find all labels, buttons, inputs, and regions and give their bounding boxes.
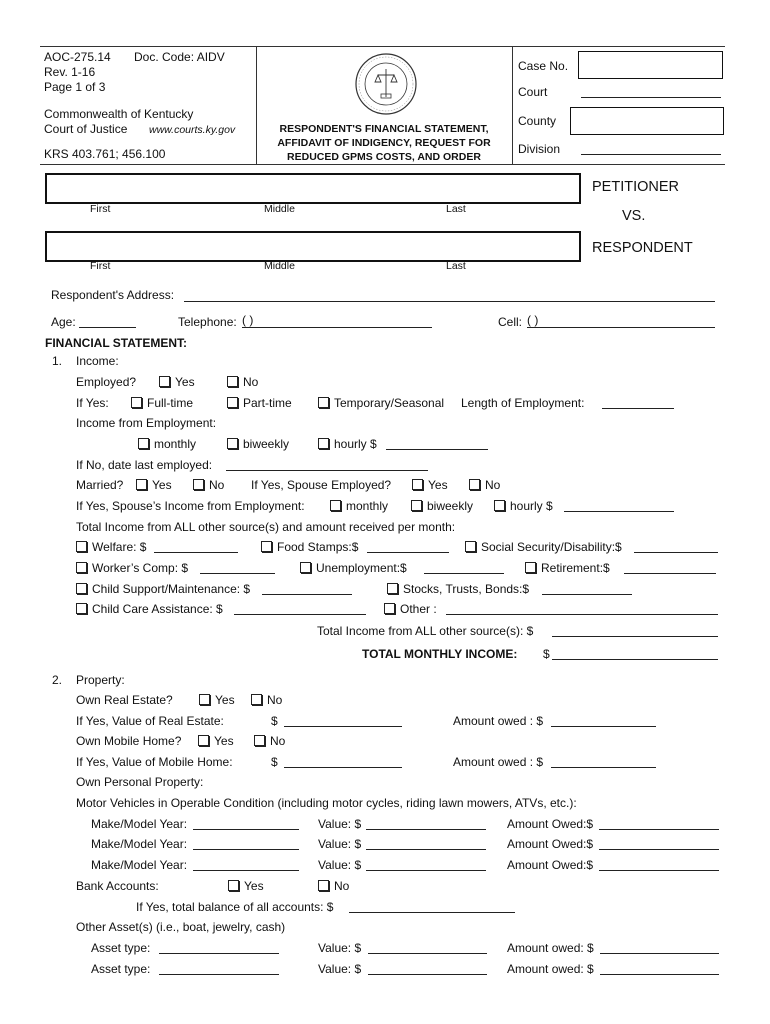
bank-accounts-label: Bank Accounts:: [76, 879, 159, 893]
form-number: AOC-275.14: [44, 50, 111, 64]
real-estate-no-option[interactable]: [251, 693, 282, 707]
spouse-employed-question: If Yes, Spouse Employed?: [251, 478, 392, 492]
court-of-justice: Court of Justice: [44, 122, 128, 136]
spouse-employed-no-text: No: [485, 478, 501, 492]
doc-code: Doc. Code: AIDV: [134, 50, 225, 64]
asset-1-value-label: Value: $: [318, 941, 362, 955]
county-field[interactable]: [570, 107, 724, 135]
title-line-2: AFFIDAVIT OF INDIGENCY, REQUEST FOR: [277, 137, 491, 149]
child-support-field[interactable]: [262, 594, 352, 595]
employment-income-field[interactable]: [386, 449, 488, 450]
real-estate-yes-checkbox[interactable]: [199, 694, 210, 705]
part-time-checkbox[interactable]: [227, 397, 238, 408]
married-yes-text: Yes: [152, 478, 172, 492]
full-time-option[interactable]: [131, 396, 193, 410]
bank-yes-checkbox[interactable]: [228, 880, 239, 891]
workers-comp-field[interactable]: [200, 573, 275, 574]
social-security-option[interactable]: [465, 540, 622, 554]
vehicle-3-value-field[interactable]: [366, 870, 486, 871]
division-label: Division: [518, 142, 561, 156]
full-time-text: Full-time: [147, 396, 194, 410]
vehicle-1-make-label: Make/Model Year:: [91, 817, 188, 831]
bank-yes-option[interactable]: [228, 879, 264, 893]
vehicle-2-value-label: Value: $: [318, 837, 362, 851]
asset-2-owed-label: Amount owed: $: [507, 962, 594, 976]
if-yes-label: If Yes:: [76, 396, 109, 410]
bank-yes-text: Yes: [244, 879, 264, 893]
other-text: Other :: [400, 602, 437, 616]
real-estate-yes-text: Yes: [215, 693, 235, 707]
asset-2-value-label: Value: $: [318, 962, 362, 976]
employed-yes-option[interactable]: [159, 375, 195, 389]
welfare-checkbox[interactable]: [76, 541, 87, 552]
spouse-biweekly-checkbox[interactable]: [411, 500, 422, 511]
other-option[interactable]: [384, 602, 437, 616]
unemployment-field[interactable]: [424, 573, 504, 574]
value-real-estate-dollar: $: [271, 714, 278, 728]
bank-no-checkbox[interactable]: [318, 880, 329, 891]
length-employment-field[interactable]: [602, 408, 674, 409]
asset-2-value-field[interactable]: [368, 974, 487, 975]
temporary-checkbox[interactable]: [318, 397, 329, 408]
asset-1-owed-field[interactable]: [600, 953, 719, 954]
vehicle-2-owed-field[interactable]: [599, 849, 719, 850]
case-no-field[interactable]: [578, 51, 723, 79]
address-field[interactable]: [184, 301, 715, 302]
total-monthly-dollar: $: [543, 647, 550, 661]
date-last-employed-label: If No, date last employed:: [76, 458, 213, 472]
monthly-checkbox[interactable]: [138, 438, 149, 449]
part-time-option[interactable]: [227, 396, 292, 410]
social-security-field[interactable]: [634, 552, 718, 553]
biweekly-option[interactable]: [227, 437, 289, 451]
cell-paren: ( ): [527, 313, 539, 327]
employed-no-text: No: [243, 375, 259, 389]
length-employment-label: Length of Employment:: [461, 396, 585, 410]
retirement-checkbox[interactable]: [525, 562, 536, 573]
child-care-text: Child Care Assistance: $: [92, 602, 223, 616]
workers-comp-option[interactable]: [76, 561, 188, 575]
own-real-estate-question: Own Real Estate?: [76, 693, 173, 707]
hourly-text: hourly $: [334, 437, 377, 451]
other-checkbox[interactable]: [384, 603, 395, 614]
vehicle-1-owed-field[interactable]: [599, 829, 719, 830]
value-mobile-home-label: If Yes, Value of Mobile Home:: [76, 755, 233, 769]
mobile-home-no-option[interactable]: [254, 734, 285, 748]
cell-label: Cell:: [498, 315, 523, 329]
telephone-paren: ( ): [242, 313, 254, 327]
total-monthly-label: TOTAL MONTHLY INCOME:: [362, 647, 518, 661]
spouse-biweekly-option[interactable]: [411, 499, 473, 513]
spouse-monthly-checkbox[interactable]: [330, 500, 341, 511]
spouse-income-label: If Yes, Spouse’s Income from Employment:: [76, 499, 305, 513]
biweekly-checkbox[interactable]: [227, 438, 238, 449]
stocks-field[interactable]: [542, 594, 632, 595]
welfare-option[interactable]: [76, 540, 146, 554]
spouse-monthly-option[interactable]: [330, 499, 388, 513]
hourly-option[interactable]: [318, 437, 377, 451]
child-care-option[interactable]: [76, 602, 223, 616]
income-label: Income:: [76, 354, 119, 368]
vehicle-3-make-field[interactable]: [193, 870, 299, 871]
spouse-employed-yes-text: Yes: [428, 478, 448, 492]
respondent-label: RESPONDENT: [592, 240, 693, 256]
married-no-text: No: [209, 478, 225, 492]
petitioner-middle-label: Middle: [264, 203, 295, 215]
child-care-checkbox[interactable]: [76, 603, 87, 614]
property-label: Property:: [76, 673, 125, 687]
revision: Rev. 1-16: [44, 65, 96, 79]
monthly-text: monthly: [154, 437, 197, 451]
value-mobile-home-field[interactable]: [284, 767, 402, 768]
petitioner-last-label: Last: [446, 203, 466, 215]
unemployment-option[interactable]: [300, 561, 407, 575]
respondent-last-label: Last: [446, 260, 466, 272]
stocks-checkbox[interactable]: [387, 583, 398, 594]
mobile-home-no-checkbox[interactable]: [254, 735, 265, 746]
division-field[interactable]: [581, 154, 721, 155]
asset-1-value-field[interactable]: [368, 953, 487, 954]
married-yes-option[interactable]: [136, 478, 172, 492]
food-stamps-text: Food Stamps:$: [277, 540, 359, 554]
age-field[interactable]: [79, 327, 136, 328]
county-label: County: [518, 114, 557, 128]
total-other-line-label: Total Income from ALL other source(s): $: [317, 624, 534, 638]
age-label: Age:: [51, 315, 76, 329]
own-mobile-home-question: Own Mobile Home?: [76, 734, 182, 748]
spouse-income-field[interactable]: [564, 511, 674, 512]
spouse-hourly-option[interactable]: [494, 499, 553, 513]
employed-yes-checkbox[interactable]: [159, 376, 170, 387]
total-monthly-field[interactable]: [552, 659, 718, 660]
total-balance-label: If Yes, total balance of all accounts: $: [136, 900, 334, 914]
employed-no-option[interactable]: [227, 375, 258, 389]
stocks-option[interactable]: [387, 582, 529, 596]
telephone-label: Telephone:: [178, 315, 237, 329]
other-field[interactable]: [446, 614, 718, 615]
title-line-1: RESPONDENT'S FINANCIAL STATEMENT,: [279, 123, 489, 135]
married-no-checkbox[interactable]: [193, 479, 204, 490]
spouse-employed-no-option[interactable]: [469, 478, 500, 492]
respondent-middle-label: Middle: [264, 260, 295, 272]
vehicle-2-owed-label: Amount Owed:$: [507, 837, 594, 851]
vehicle-1-make-field[interactable]: [193, 829, 299, 830]
vs-label: VS.: [622, 208, 646, 224]
real-estate-owed-label: Amount owed : $: [453, 714, 544, 728]
welfare-field[interactable]: [154, 552, 238, 553]
stocks-text: Stocks, Trusts, Bonds:$: [403, 582, 530, 596]
value-mobile-home-dollar: $: [271, 755, 278, 769]
court-field[interactable]: [581, 97, 721, 98]
real-estate-no-checkbox[interactable]: [251, 694, 262, 705]
full-time-checkbox[interactable]: [131, 397, 142, 408]
married-no-option[interactable]: [193, 478, 224, 492]
vehicle-1-value-label: Value: $: [318, 817, 362, 831]
statute: KRS 403.761; 456.100: [44, 147, 166, 161]
temporary-text: Temporary/Seasonal: [334, 396, 445, 410]
asset-1-owed-label: Amount owed: $: [507, 941, 594, 955]
bank-no-option[interactable]: [318, 879, 349, 893]
temporary-option[interactable]: [318, 396, 444, 410]
retirement-text: Retirement:$: [541, 561, 610, 575]
food-stamps-checkbox[interactable]: [261, 541, 272, 552]
retirement-option[interactable]: [525, 561, 610, 575]
child-support-text: Child Support/Maintenance: $: [92, 582, 251, 596]
respondent-first-label: First: [90, 260, 111, 272]
total-other-field[interactable]: [552, 636, 718, 637]
married-question: Married?: [76, 478, 124, 492]
vehicle-2-make-label: Make/Model Year:: [91, 837, 188, 851]
biweekly-text: biweekly: [243, 437, 290, 451]
workers-comp-text: Worker’s Comp: $: [92, 561, 189, 575]
address-label: Respondent's Address:: [51, 288, 175, 302]
spouse-hourly-checkbox[interactable]: [494, 500, 505, 511]
case-no-label: Case No.: [518, 59, 569, 73]
married-yes-checkbox[interactable]: [136, 479, 147, 490]
petitioner-label: PETITIONER: [592, 179, 680, 195]
asset-2-owed-field[interactable]: [600, 974, 719, 975]
income-number: 1.: [52, 354, 63, 368]
mobile-home-owed-field[interactable]: [551, 767, 656, 768]
court-label: Court: [518, 85, 548, 99]
retirement-field[interactable]: [624, 573, 716, 574]
spouse-employed-no-checkbox[interactable]: [469, 479, 480, 490]
header-top-rule: [40, 46, 725, 47]
spouse-employed-yes-option[interactable]: [412, 478, 448, 492]
bank-no-text: No: [334, 879, 350, 893]
asset-1-type-field[interactable]: [159, 953, 279, 954]
header-bottom-rule: [40, 164, 725, 165]
mobile-home-no-text: No: [270, 734, 286, 748]
vehicle-3-make-label: Make/Model Year:: [91, 858, 188, 872]
commonwealth: Commonwealth of Kentucky: [44, 107, 194, 121]
vehicle-3-owed-field[interactable]: [599, 870, 719, 871]
title-line-3: REDUCED GPMS COSTS, AND ORDER: [287, 151, 481, 163]
mobile-home-yes-text: Yes: [214, 734, 234, 748]
social-security-checkbox[interactable]: [465, 541, 476, 552]
spouse-biweekly-text: biweekly: [427, 499, 474, 513]
respondent-name-field[interactable]: [45, 231, 581, 262]
mobile-home-owed-label: Amount owed : $: [453, 755, 544, 769]
total-balance-field[interactable]: [349, 912, 515, 913]
vehicle-1-owed-label: Amount Owed:$: [507, 817, 594, 831]
vehicle-2-make-field[interactable]: [193, 849, 299, 850]
real-estate-no-text: No: [267, 693, 283, 707]
vehicle-3-value-label: Value: $: [318, 858, 362, 872]
child-support-checkbox[interactable]: [76, 583, 87, 594]
hourly-checkbox[interactable]: [318, 438, 329, 449]
date-last-employed-field[interactable]: [226, 470, 428, 471]
asset-2-type-field[interactable]: [159, 974, 279, 975]
employed-question: Employed?: [76, 375, 137, 389]
motor-vehicles-label: Motor Vehicles in Operable Condition (including motor cycles, riding lawn mowers, ATVs, etc.):: [76, 796, 577, 810]
part-time-text: Part-time: [243, 396, 292, 410]
monthly-option[interactable]: [138, 437, 196, 451]
total-other-sources-label: Total Income from ALL other source(s) and amount received per month:: [76, 520, 456, 534]
vehicle-3-owed-label: Amount Owed:$: [507, 858, 594, 872]
asset-1-type-label: Asset type:: [91, 941, 151, 955]
vehicle-2-value-field[interactable]: [366, 849, 486, 850]
unemployment-text: Unemployment:$: [316, 561, 407, 575]
child-support-option[interactable]: [76, 582, 250, 596]
vehicle-1-value-field[interactable]: [366, 829, 486, 830]
petitioner-name-field[interactable]: [45, 173, 581, 204]
spouse-hourly-text: hourly $: [510, 499, 553, 513]
unemployment-checkbox[interactable]: [300, 562, 311, 573]
other-assets-label: Other Asset(s) (i.e., boat, jewelry, cash): [76, 920, 286, 934]
food-stamps-field[interactable]: [367, 552, 449, 553]
telephone-field[interactable]: [242, 327, 432, 328]
kentucky-seal-icon: [354, 52, 418, 116]
real-estate-owed-field[interactable]: [551, 726, 656, 727]
social-security-text: Social Security/Disability:$: [481, 540, 622, 554]
employed-no-checkbox[interactable]: [227, 376, 238, 387]
header-divider-right: [512, 46, 513, 164]
cell-field[interactable]: [527, 327, 715, 328]
page-number: Page 1 of 3: [44, 80, 106, 94]
welfare-text: Welfare: $: [92, 540, 147, 554]
child-care-field[interactable]: [234, 614, 366, 615]
workers-comp-checkbox[interactable]: [76, 562, 87, 573]
real-estate-yes-option[interactable]: [199, 693, 235, 707]
value-real-estate-field[interactable]: [284, 726, 402, 727]
spouse-employed-yes-checkbox[interactable]: [412, 479, 423, 490]
spouse-monthly-text: monthly: [346, 499, 389, 513]
income-from-employment-label: Income from Employment:: [76, 416, 217, 430]
value-real-estate-label: If Yes, Value of Real Estate:: [76, 714, 224, 728]
food-stamps-option[interactable]: [261, 540, 358, 554]
financial-heading: FINANCIAL STATEMENT:: [45, 336, 187, 350]
employed-yes-text: Yes: [175, 375, 195, 389]
petitioner-first-label: First: [90, 203, 111, 215]
asset-2-type-label: Asset type:: [91, 962, 151, 976]
mobile-home-yes-checkbox[interactable]: [198, 735, 209, 746]
website: www.courts.ky.gov: [149, 124, 236, 136]
mobile-home-yes-option[interactable]: [198, 734, 234, 748]
property-number: 2.: [52, 673, 63, 687]
own-personal-property-label: Own Personal Property:: [76, 775, 204, 789]
